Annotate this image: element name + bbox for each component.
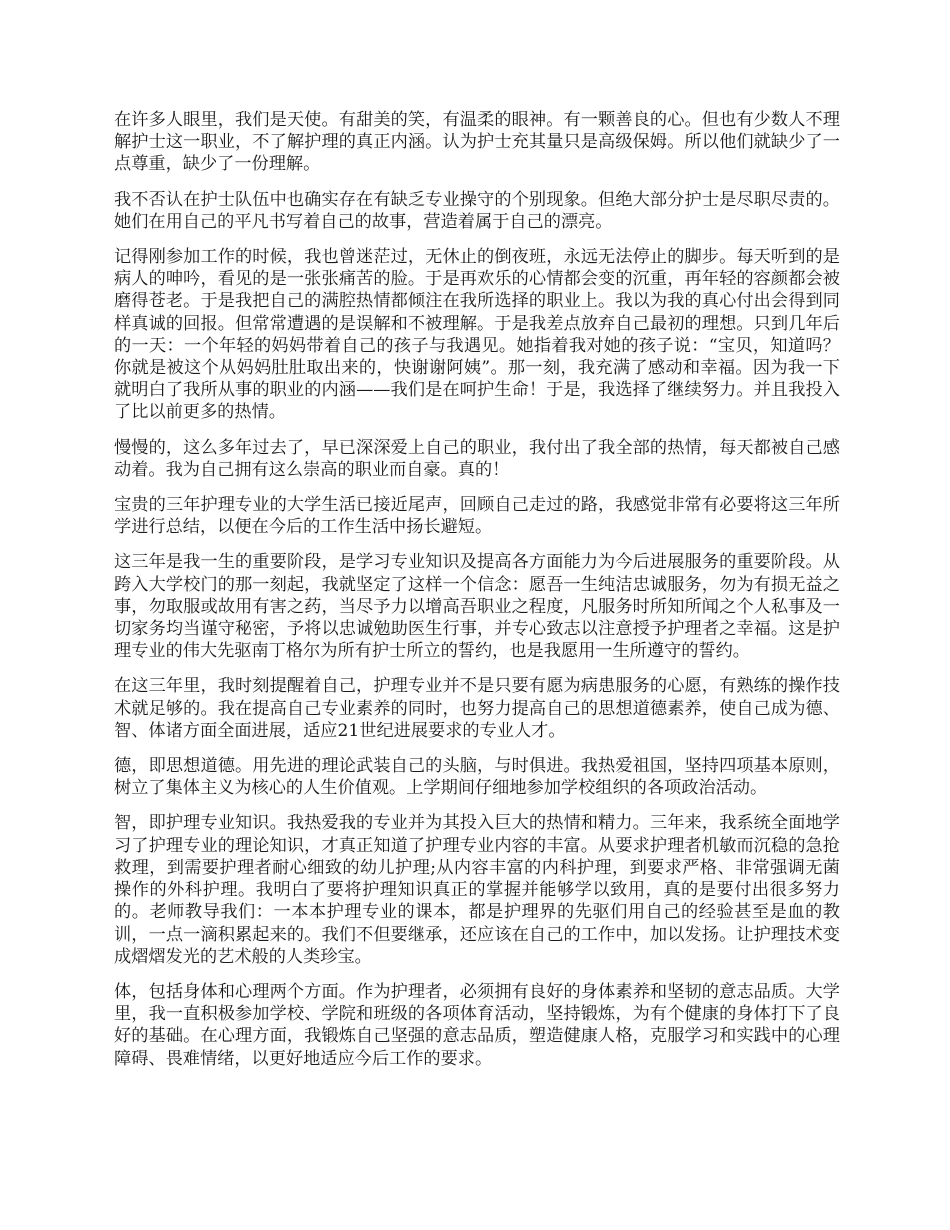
paragraph: 这三年是我一生的重要阶段，是学习专业知识及提高各方面能力为今后进展服务的重要阶段。从跨入大学校门的那一刻起，我就坚定了这样一个信念：愿吾一生纯洁忠诚服务，勿为有损无益之事，勿取服或故用有害之药，当尽予力以增高吾职业之程度，凡服务时所知所闻之个人私事及一切家务均当谨守秘密，予将以忠诚勉助医生行事，并专心致志以注意授予护理者之幸福。这是护理专业的伟大先驱南丁格尔为所有护士所立的誓约，也是我愿用一生所遵守的誓约。 (114, 552, 840, 662)
paragraph: 德，即思想道德。用先进的理论武装自己的头脑，与时俱进。我热爱祖国，坚持四项基本原则，树立了集体主义为核心的人生价值观。上学期间仔细地参加学校组织的各项政治活动。 (114, 756, 840, 799)
paragraph: 宝贵的三年护理专业的大学生活已接近尾声，回顾自己走过的路，我感觉非常有必要将这三年所学进行总结，以便在今后的工作生活中扬长避短。 (114, 495, 840, 538)
paragraph: 慢慢的，这么多年过去了，早已深深爱上自己的职业，我付出了我全部的热情，每天都被自己感动着。我为自己拥有这么崇高的职业而自豪。真的！ (114, 437, 840, 480)
document-body (114, 109, 840, 1083)
paragraph: 在许多人眼里，我们是天使。有甜美的笑，有温柔的眼神。有一颗善良的心。但也有少数人不理解护士这一职业，不了解护理的真正内涵。认为护士充其量只是高级保姆。所以他们就缺少了一点尊重，缺少了一份理解。 (114, 110, 840, 175)
paragraph: 我不否认在护士队伍中也确实存在有缺乏专业操守的个别现象。但绝大部分护士是尽职尽责的。她们在用自己的平凡书写着自己的故事，营造着属于自己的漂亮。 (114, 189, 840, 232)
paragraph: 智，即护理专业知识。我热爱我的专业并为其投入巨大的热情和精力。三年来，我系统全面地学习了护理专业的理论知识，才真正知道了护理专业内容的丰富。从要求护理者机敏而沉稳的急抢救理，到需要护理者耐心细致的幼儿护理;从内容丰富的内科护理，到要求严格、非常强调无菌操作的外科护理。我明白了要将护理知识真正的掌握并能够学以致用，真的是要付出很多努力的。老师教导我们：一本本护理专业的课本，都是护理界的先驱们用自己的经验甚至是血的教训，一点一滴积累起来的。我们不但要继承，还应该在自己的工作中，加以发扬。让护理技术变成熠熠发光的艺术般的人类珍宝。 (114, 813, 840, 967)
paragraph: 体，包括身体和心理两个方面。作为护理者，必须拥有良好的身体素养和坚韧的意志品质。大学里，我一直积极参加学校、学院和班级的各项体育活动，坚持锻炼，为有个健康的身体打下了良好的基础。在心理方面，我锻炼自己坚强的意志品质，塑造健康人格，克服学习和实践中的心理障碍、畏难情绪，以更好地适应今后工作的要求。 (114, 981, 840, 1069)
paragraph: 记得刚参加工作的时候，我也曾迷茫过，无休止的倒夜班，永远无法停止的脚步。每天听到的是病人的呻吟，看见的是一张张痛苦的脸。于是再欢乐的心情都会变的沉重，再年轻的容颜都会被磨得苍老。于是我把自己的满腔热情都倾注在我所选择的职业上。我以为我的真心付出会得到同样真诚的回报。但常常遭遇的是误解和不被理解。于是我差点放弃自己最初的理想。只到几年后的一天：一个年轻的妈妈带着自己的孩子与我遇见。她指着我对她的孩子说：“宝贝，知道吗？你就是被这个从妈妈肚肚取出来的，快谢谢阿姨”。那一刻，我充满了感动和幸福。因为我一下就明白了我所从事的职业的内涵——我们是在呵护生命！于是，我选择了继续努力。并且我投入了比以前更多的热情。 (114, 247, 840, 423)
paragraph: 在这三年里，我时刻提醒着自己，护理专业并不是只要有愿为病患服务的心愿，有熟练的操作技术就足够的。我在提高自己专业素养的同时，也努力提高自己的思想道德素养，使自己成为德、智、体诸方面全面进展，适应21世纪进展要求的专业人才。 (114, 676, 840, 741)
